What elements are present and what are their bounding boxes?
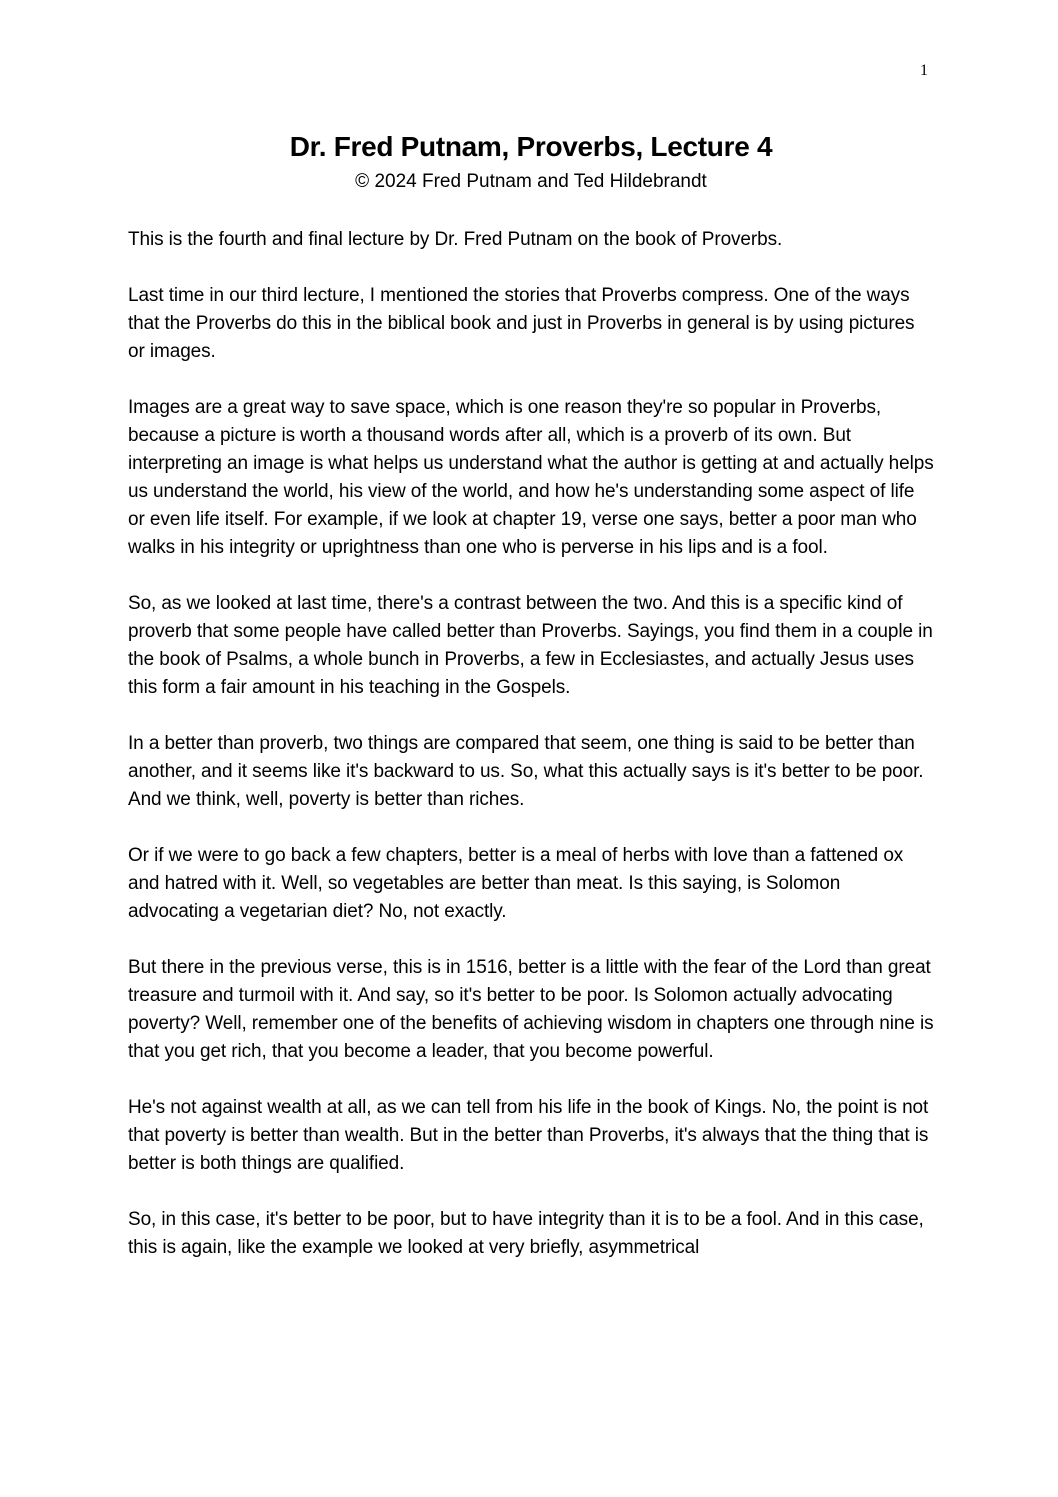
- paragraph-6: Or if we were to go back a few chapters, better is a meal of herbs with love than a fattened ox and hatred with it. Well, so vegetables are better than meat. Is this saying, is Solomon advocating a vegetarian diet? No, not exactly.: [128, 845, 904, 922]
- page-number: 1: [920, 62, 928, 79]
- paragraph-8: He's not against wealth at all, as we can tell from his life in the book of Kings. No, the point is not that poverty is better than wealth. But in the better than Proverbs, it's always that the thing that is better is both things are qualified.: [128, 1097, 929, 1174]
- document-content: [128, 130, 934, 1290]
- paragraph-5: In a better than proverb, two things are compared that seem, one thing is said to be better than another, and it seems like it's backward to us. So, what this actually says is it's better to be poor. And we think, well, poverty is better than riches.: [128, 733, 924, 810]
- document-body: [128, 226, 934, 1262]
- copyright-line: © 2024 Fred Putnam and Ted Hildebrandt: [355, 171, 707, 192]
- paragraph-4: So, as we looked at last time, there's a contrast between the two. And this is a specific kind of proverb that some people have called better than Proverbs. Sayings, you find them in a couple in the book of Psalms, a whole bunch in Proverbs, a few in Ecclesiastes, and actually Jesus uses this form a fair amount in his teaching in the Gospels.: [128, 593, 933, 698]
- paragraph-7: But there in the previous verse, this is in 1516, better is a little with the fear of the Lord than great treasure and turmoil with it. And say, so it's better to be poor. Is Solomon actually advocating poverty? Well, remember one of the benefits of achieving wisdom in chapters one through nine is that you get rich, that you become a leader, that you become powerful.: [128, 957, 934, 1062]
- paragraph-9: So, in this case, it's better to be poor, but to have integrity than it is to be a fool. And in this case, this is again, like the example we looked at very briefly, asymmetrical: [128, 1209, 924, 1258]
- document-title: Dr. Fred Putnam, Proverbs, Lecture 4: [289, 131, 773, 162]
- paragraph-3: Images are a great way to save space, which is one reason they're so popular in Proverbs, because a picture is worth a thousand words after all, which is a proverb of its own. But interpreting an image is what helps us understand what the author is getting at and actually helps us understand the world, his view of the world, and how he's understanding some aspect of life or even life itself. For example, if we look at chapter 19, verse one says, better a poor man who walks in his integrity or uprightness than one who is perverse in his lips and is a fool.: [128, 397, 934, 558]
- paragraph-1: This is the fourth and final lecture by Dr. Fred Putnam on the book of Proverbs.: [128, 229, 783, 250]
- paragraph-2: Last time in our third lecture, I mentioned the stories that Proverbs compress. One of the ways that the Proverbs do this in the biblical book and just in Proverbs in general is by using pictures or images.: [128, 285, 915, 362]
